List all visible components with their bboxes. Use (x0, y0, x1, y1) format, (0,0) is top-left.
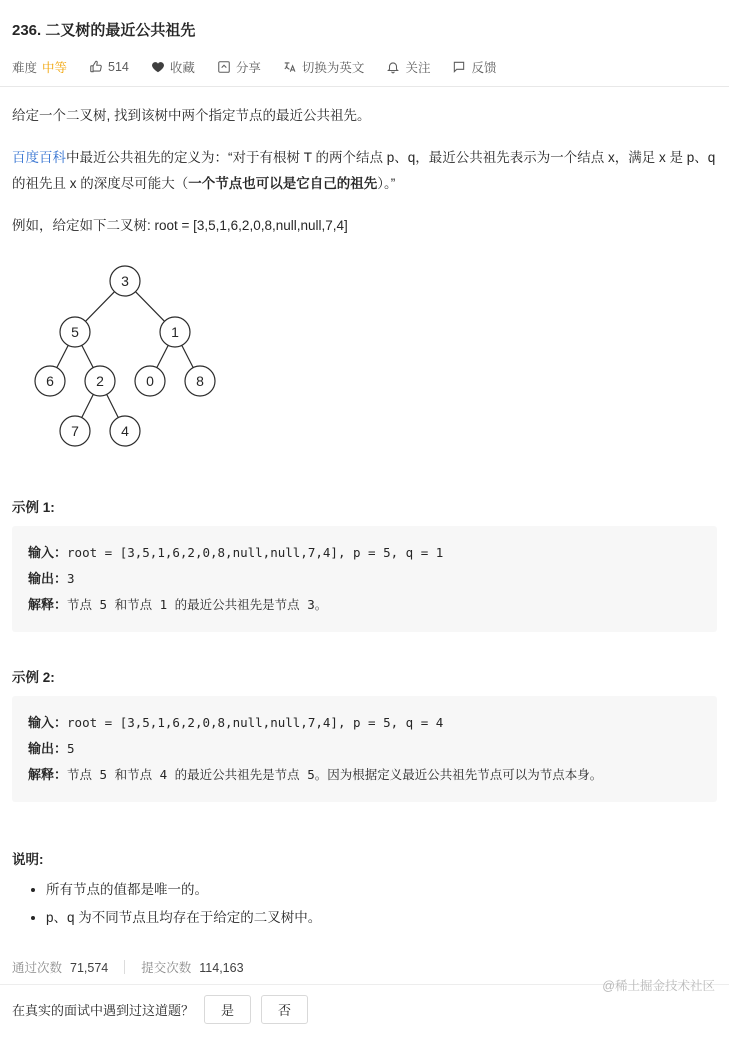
submit-label: 提交次数 (141, 961, 192, 976)
definition-paragraph (12, 145, 717, 197)
tree-node-label: 8 (196, 373, 204, 390)
favorite-button[interactable] (151, 58, 195, 76)
tree-edge (82, 345, 93, 367)
likes-button[interactable] (89, 60, 129, 74)
example-1-input-value: root = [3,5,1,6,2,0,8,null,null,7,4], p = 5, q = 1 (67, 545, 444, 561)
definition-emphasis: 一个节点也可以是它自己的祖先 (188, 176, 378, 192)
example-2-input-line (28, 710, 701, 736)
baidu-baike-link[interactable]: 百度百科 (12, 150, 66, 166)
example-1-explain-value: 节点 5 和节点 1 的最近公共祖先是节点 3。 (67, 597, 328, 613)
intro-paragraph: 给定一个二叉树, 找到该树中两个指定节点的最近公共祖先。 (12, 108, 371, 124)
tree-node-label: 5 (71, 324, 79, 341)
example-2-explain-line (28, 762, 701, 788)
example-2-explain-value: 节点 5 和节点 4 的最近公共祖先是节点 5。因为根据定义最近公共祖先节点可以为节点本身。 (67, 767, 603, 783)
note-heading: 说明: (12, 852, 44, 868)
binary-tree-diagram (12, 257, 717, 462)
tree-node-label: 1 (171, 324, 179, 341)
feedback-button[interactable] (452, 58, 496, 76)
translate-label: 切换为英文 (301, 61, 365, 76)
example-2-output-line (28, 736, 701, 762)
example-1-block (12, 526, 717, 632)
submit-value: 114,163 (199, 961, 244, 976)
tree-edge (86, 292, 115, 322)
definition-text: 中最近公共祖先的定义为：“对于有根树 T 的两个结点 p、q，最近公共祖先表示为一个结点 x，满足 x 是 p、q 的祖先且 x 的深度尽可能大（ (12, 150, 716, 192)
stats-divider (124, 960, 125, 974)
page-title: 236. 二叉树的最近公共祖先 (12, 22, 196, 40)
difficulty-item (12, 58, 67, 76)
binary-tree-svg (22, 257, 282, 457)
example-2-explain-label: 解释： (28, 767, 68, 783)
tree-node-label: 7 (71, 423, 79, 440)
note-list (12, 876, 717, 932)
example-2-block (12, 696, 717, 802)
pass-count (12, 958, 108, 976)
share-icon (217, 60, 231, 74)
tree-node-label: 4 (121, 423, 129, 440)
translate-icon (283, 60, 297, 74)
share-label: 分享 (235, 61, 261, 76)
problem-content (0, 103, 729, 932)
example-1-explain-line (28, 592, 701, 618)
feedback-label: 反馈 (471, 61, 497, 76)
follow-label: 关注 (405, 61, 431, 76)
favorite-label: 收藏 (169, 61, 195, 76)
example-1-output-line (28, 566, 701, 592)
pass-value: 71,574 (70, 961, 109, 976)
yes-button[interactable]: 是 (204, 995, 251, 1024)
tree-edge (182, 345, 193, 367)
example-1-output-label: 输出： (28, 571, 68, 587)
no-button[interactable]: 否 (261, 995, 308, 1024)
interview-question-label: 在真实的面试中遇到过这道题？ (12, 1003, 195, 1019)
follow-button[interactable] (386, 58, 430, 76)
example-2-input-label: 输入： (28, 715, 68, 731)
meta-bar (0, 52, 729, 86)
feedback-icon (452, 60, 466, 74)
example-2-input-value: root = [3,5,1,6,2,0,8,null,null,7,4], p = 5, q = 4 (67, 715, 444, 731)
thumbs-up-icon (89, 60, 103, 74)
likes-count: 514 (108, 60, 129, 75)
example-2-output-value: 5 (67, 741, 75, 757)
example-1-input-label: 输入： (28, 545, 68, 561)
bell-icon (386, 60, 400, 74)
difficulty-value: 中等 (42, 61, 68, 76)
submit-count (141, 958, 243, 976)
example-1-explain-label: 解释： (28, 597, 68, 613)
example-2-output-label: 输出： (28, 741, 68, 757)
watermark: @稀土掘金技术社区 (602, 979, 715, 994)
pass-label: 通过次数 (12, 961, 63, 976)
tree-node-label: 0 (146, 373, 154, 390)
tree-edge (82, 395, 94, 418)
list-item: • 所有节点的值都是唯一的。 (46, 876, 717, 904)
tree-node-label: 3 (121, 273, 129, 290)
tree-edge (136, 292, 165, 322)
definition-tail: ）。” (377, 176, 396, 192)
tree-node-label: 6 (46, 373, 54, 390)
tree-edge (157, 345, 168, 367)
tree-node-label: 2 (96, 373, 104, 390)
tree-edge (107, 395, 119, 418)
example-1-heading: 示例 1: (12, 500, 55, 516)
tree-edge (57, 345, 68, 367)
translate-button[interactable] (283, 58, 365, 76)
share-button[interactable] (217, 58, 261, 76)
example-1-output-value: 3 (67, 571, 75, 587)
problem-page (0, 10, 729, 1038)
difficulty-label: 难度 (12, 61, 38, 76)
example-1-input-line (28, 540, 701, 566)
heart-icon (151, 60, 165, 74)
list-item: • p、q 为不同节点且均存在于给定的二叉树中。 (46, 904, 717, 932)
example-2-heading: 示例 2: (12, 670, 55, 686)
header-divider (0, 86, 729, 87)
example-lead-paragraph: 例如，给定如下二叉树: root = [3,5,1,6,2,0,8,null,null,7,4] (12, 218, 348, 234)
